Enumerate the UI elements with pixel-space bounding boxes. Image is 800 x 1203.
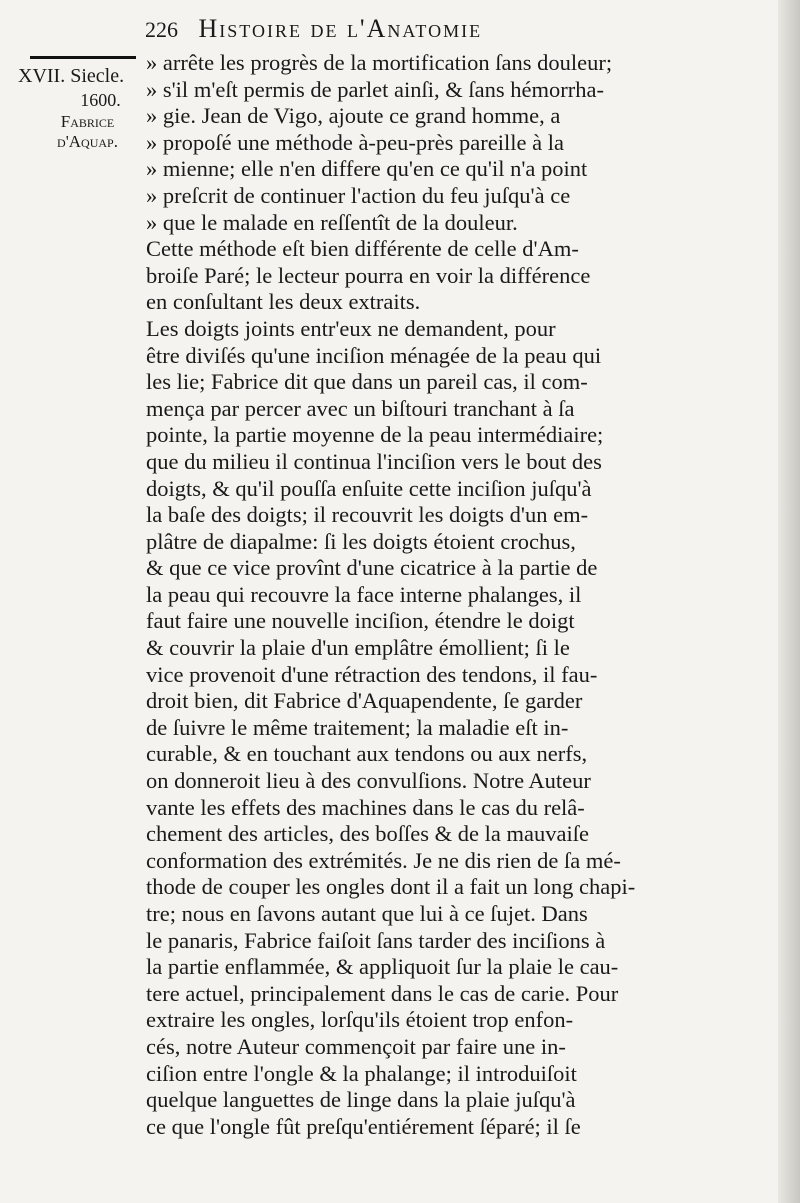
text-line: le panaris, Fabrice faiſoit ſans tarder des inciſions à bbox=[146, 927, 606, 953]
text-line: Les doigts joints entr'eux ne demandent, pour bbox=[146, 315, 556, 341]
running-title: Histoire de l'Anatomie bbox=[198, 14, 483, 43]
text-line: » mienne; elle n'en differe qu'en ce qu'il n'a point bbox=[146, 156, 588, 182]
page-edge bbox=[778, 0, 800, 1203]
text-line: faut faire une nouvelle inciſion, étendre le doigt bbox=[146, 608, 575, 634]
text-line: plâtre de diapalme: ſi les doigts étoient crochus, bbox=[146, 528, 576, 554]
text-line: tere actuel, principalement dans le cas de carie. Pour bbox=[146, 980, 619, 1006]
text-line: thode de couper les ongles dont il a fait un long chapi- bbox=[146, 874, 636, 900]
text-line: » s'il m'eſt permis de parlet ainſi, & ſans hémorrha- bbox=[146, 76, 604, 102]
text-line: & couvrir la plaie d'un emplâtre émollient; ſi le bbox=[146, 635, 570, 661]
text-line: » preſcrit de continuer l'action du feu juſqu'à ce bbox=[146, 182, 571, 208]
margin-year: 1600. bbox=[80, 90, 121, 110]
text-line: on donneroit lieu à des convulſions. Notre Auteur bbox=[146, 768, 591, 794]
text-line: vante les effets des machines dans le cas du relâ- bbox=[146, 794, 585, 820]
text-line: être diviſés qu'une inciſion ménagée de la peau qui bbox=[146, 342, 602, 368]
text-line: ciſion entre l'ongle & la phalange; il introduiſoit bbox=[146, 1060, 577, 1086]
text-line: pointe, la partie moyenne de la peau intermédiaire; bbox=[146, 422, 604, 448]
text-line: broiſe Paré; le lecteur pourra en voir la différence bbox=[146, 262, 591, 288]
text-line: Cette méthode eſt bien différente de celle d'Am- bbox=[146, 236, 579, 262]
text-line: quelque languettes de linge dans la plaie juſqu'à bbox=[146, 1087, 576, 1113]
text-line: vice provenoit d'une rétraction des tendons, il fau- bbox=[146, 661, 598, 687]
text-line: extraire les ongles, lorſqu'ils étoient trop enfon- bbox=[146, 1007, 574, 1033]
margin-century: XVII. Siecle. bbox=[18, 65, 125, 87]
text-line: les lie; Fabrice dit que dans un pareil cas, il com- bbox=[146, 369, 588, 395]
text-line: la peau qui recouvre la face interne phalanges, il bbox=[146, 581, 582, 607]
page-number: 226 bbox=[145, 17, 178, 42]
text-line: tre; nous en ſavons autant que lui à ce ſujet. Dans bbox=[146, 901, 588, 926]
text-line: & que ce vice provînt d'une cicatrice à la partie de bbox=[146, 555, 598, 581]
running-head bbox=[145, 14, 645, 46]
text-line: de ſuivre le même traitement; la maladie eſt in- bbox=[146, 714, 569, 740]
margin-rule bbox=[30, 56, 136, 59]
text-line: cés, notre Auteur commençoit par faire une in- bbox=[146, 1033, 566, 1059]
text-line: ce que l'ongle fût preſqu'entiérement ſéparé; il ſe bbox=[146, 1113, 581, 1139]
text-line: en conſultant les deux extraits. bbox=[146, 289, 421, 315]
text-line: doigts, & qu'il pouſſa enſuite cette inciſion juſqu'à bbox=[146, 475, 592, 501]
text-line: » propoſé une méthode à-peu-près pareille à la bbox=[146, 129, 564, 155]
margin-work-line2: d'Aquap. bbox=[57, 132, 118, 151]
text-line: » que le malade en reſſentît de la douleur. bbox=[146, 209, 518, 235]
text-line: » arrête les progrès de la mortification ſans douleur; bbox=[146, 50, 613, 75]
text-line: mença par percer avec un biſtouri tranchant à ſa bbox=[146, 395, 575, 421]
text-line: la baſe des doigts; il recouvrit les doigts d'un em- bbox=[146, 502, 589, 528]
text-line: chement des articles, des boſſes & de la mauvaiſe bbox=[146, 821, 589, 847]
text-line: conformation des extrémités. Je ne dis rien de ſa mé- bbox=[146, 847, 621, 873]
text-line: droit bien, dit Fabrice d'Aquapendente, ſe garder bbox=[146, 688, 583, 714]
margin-work-line1: Fabrice bbox=[60, 112, 115, 131]
margin-notes bbox=[18, 64, 143, 152]
text-line: » gie. Jean de Vigo, ajoute ce grand homme, a bbox=[146, 103, 561, 129]
text-line: la partie enflammée, & appliquoit ſur la plaie le cau- bbox=[146, 954, 619, 980]
text-line: que du milieu il continua l'inciſion vers le bout des bbox=[146, 448, 602, 474]
text-line: curable, & en touchant aux tendons ou aux nerfs, bbox=[146, 741, 588, 767]
body-text bbox=[146, 50, 706, 1140]
